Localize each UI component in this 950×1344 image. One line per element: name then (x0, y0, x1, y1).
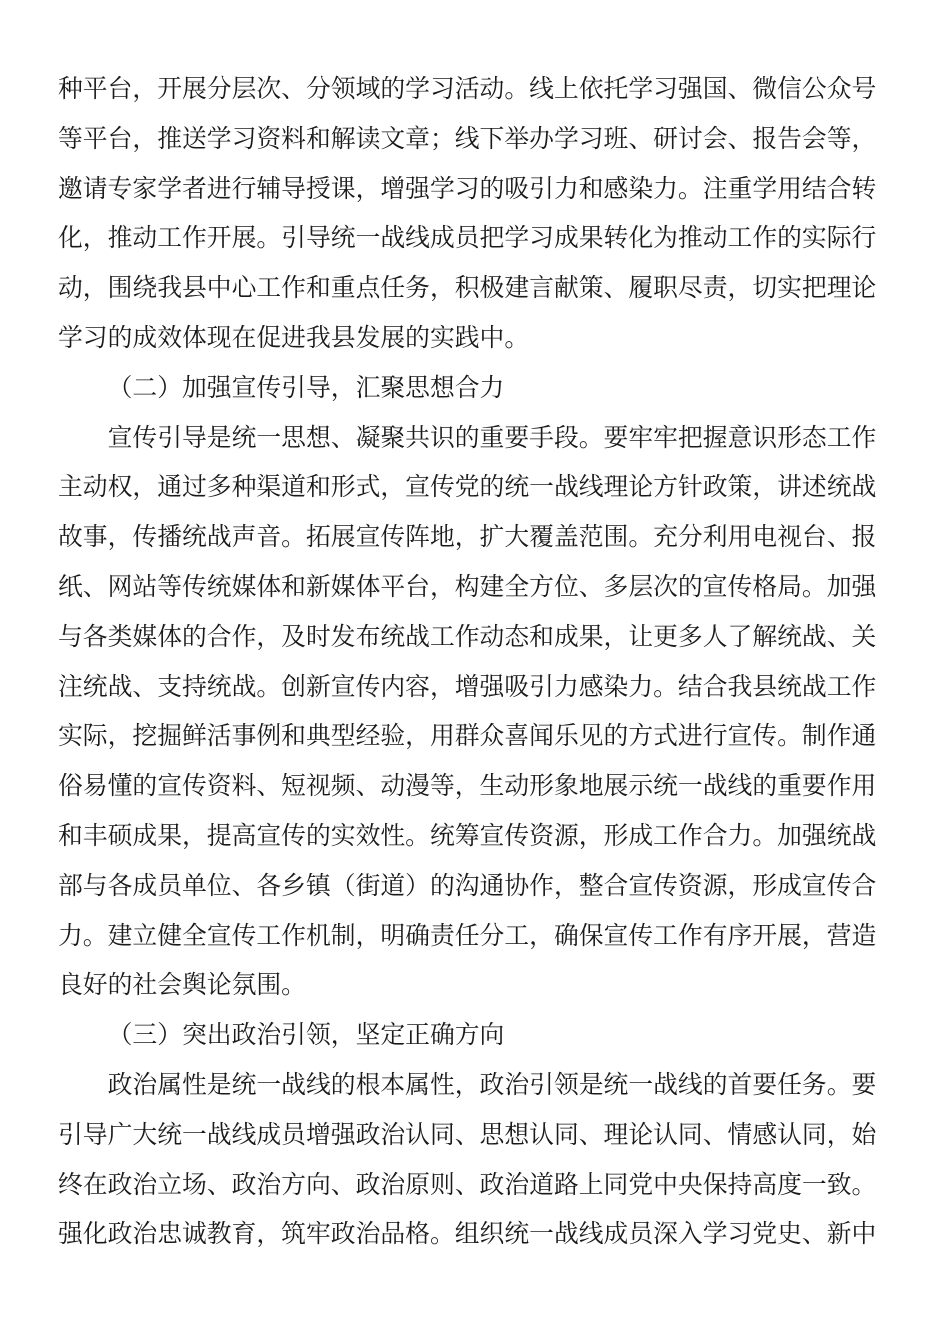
text-line: 宣传引导是统一思想、凝聚共识的重要手段。要牢牢把握意识形态工作 (107, 422, 877, 452)
text-line: 俗易懂的宣传资料、短视频、动漫等，生动形象地展示统一战线的重要作用 (58, 771, 877, 801)
text-line: 故事，传播统战声音。拓展宣传阵地，扩大覆盖范围。充分利用电视台、报 (58, 522, 877, 552)
text-line: 邀请专家学者进行辅导授课，增强学习的吸引力和感染力。注重学用结合转 (58, 173, 877, 203)
text-line: 力。建立健全宣传工作机制，明确责任分工，确保宣传工作有序开展，营造 (58, 920, 877, 950)
text-line: 良好的社会舆论氛围。 (58, 970, 306, 1000)
text-line: 终在政治立场、政治方向、政治原则、政治道路上同党中央保持高度一致。 (58, 1169, 877, 1199)
text-line: 化，推动工作开展。引导统一战线成员把学习成果转化为推动工作的实际行 (58, 223, 877, 253)
text-line: 政治属性是统一战线的根本属性，政治引领是统一战线的首要任务。要 (107, 1069, 877, 1099)
text-line: 学习的成效体现在促进我县发展的实践中。 (58, 322, 530, 352)
paragraph-publicity-guidance (58, 413, 876, 1011)
text-line: 和丰硕成果，提高宣传的实效性。统筹宣传资源，形成工作合力。加强统战 (58, 820, 877, 850)
text-line: 实际，挖掘鲜活事例和典型经验，用群众喜闻乐见的方式进行宣传。制作通 (58, 721, 877, 751)
text-line: 动，围绕我县中心工作和重点任务，积极建言献策、履职尽责，切实把理论 (58, 273, 877, 303)
text-line: 种平台，开展分层次、分领域的学习活动。线上依托学习强国、微信公众号 (58, 74, 877, 103)
text-line: 注统战、支持统战。创新宣传内容，增强吸引力感染力。结合我县统战工作 (58, 671, 877, 701)
paragraph-political-leadership (58, 1060, 876, 1259)
text-line: 主动权，通过多种渠道和形式，宣传党的统一战线理论方针政策，讲述统战 (58, 472, 877, 502)
section-heading-2: （二）加强宣传引导，汇聚思想合力 (107, 372, 505, 402)
text-line: 等平台，推送学习资料和解读文章；线下举办学习班、研讨会、报告会等， (58, 123, 877, 153)
section-heading-3: （三）突出政治引领，坚定正确方向 (107, 1020, 505, 1050)
text-line: 部与各成员单位、各乡镇（街道）的沟通协作，整合宣传资源，形成宣传合 (58, 870, 877, 900)
paragraph-study-activities (58, 64, 876, 363)
text-line: 与各类媒体的合作，及时发布统战工作动态和成果，让更多人了解统战、关 (58, 621, 877, 651)
document-page (58, 64, 876, 1259)
text-line: 纸、网站等传统媒体和新媒体平台，构建全方位、多层次的宣传格局。加强 (58, 571, 877, 601)
text-line: 引导广大统一战线成员增强政治认同、思想认同、理论认同、情感认同，始 (58, 1119, 877, 1149)
text-line: 强化政治忠诚教育，筑牢政治品格。组织统一战线成员深入学习党史、新中 (58, 1219, 877, 1249)
